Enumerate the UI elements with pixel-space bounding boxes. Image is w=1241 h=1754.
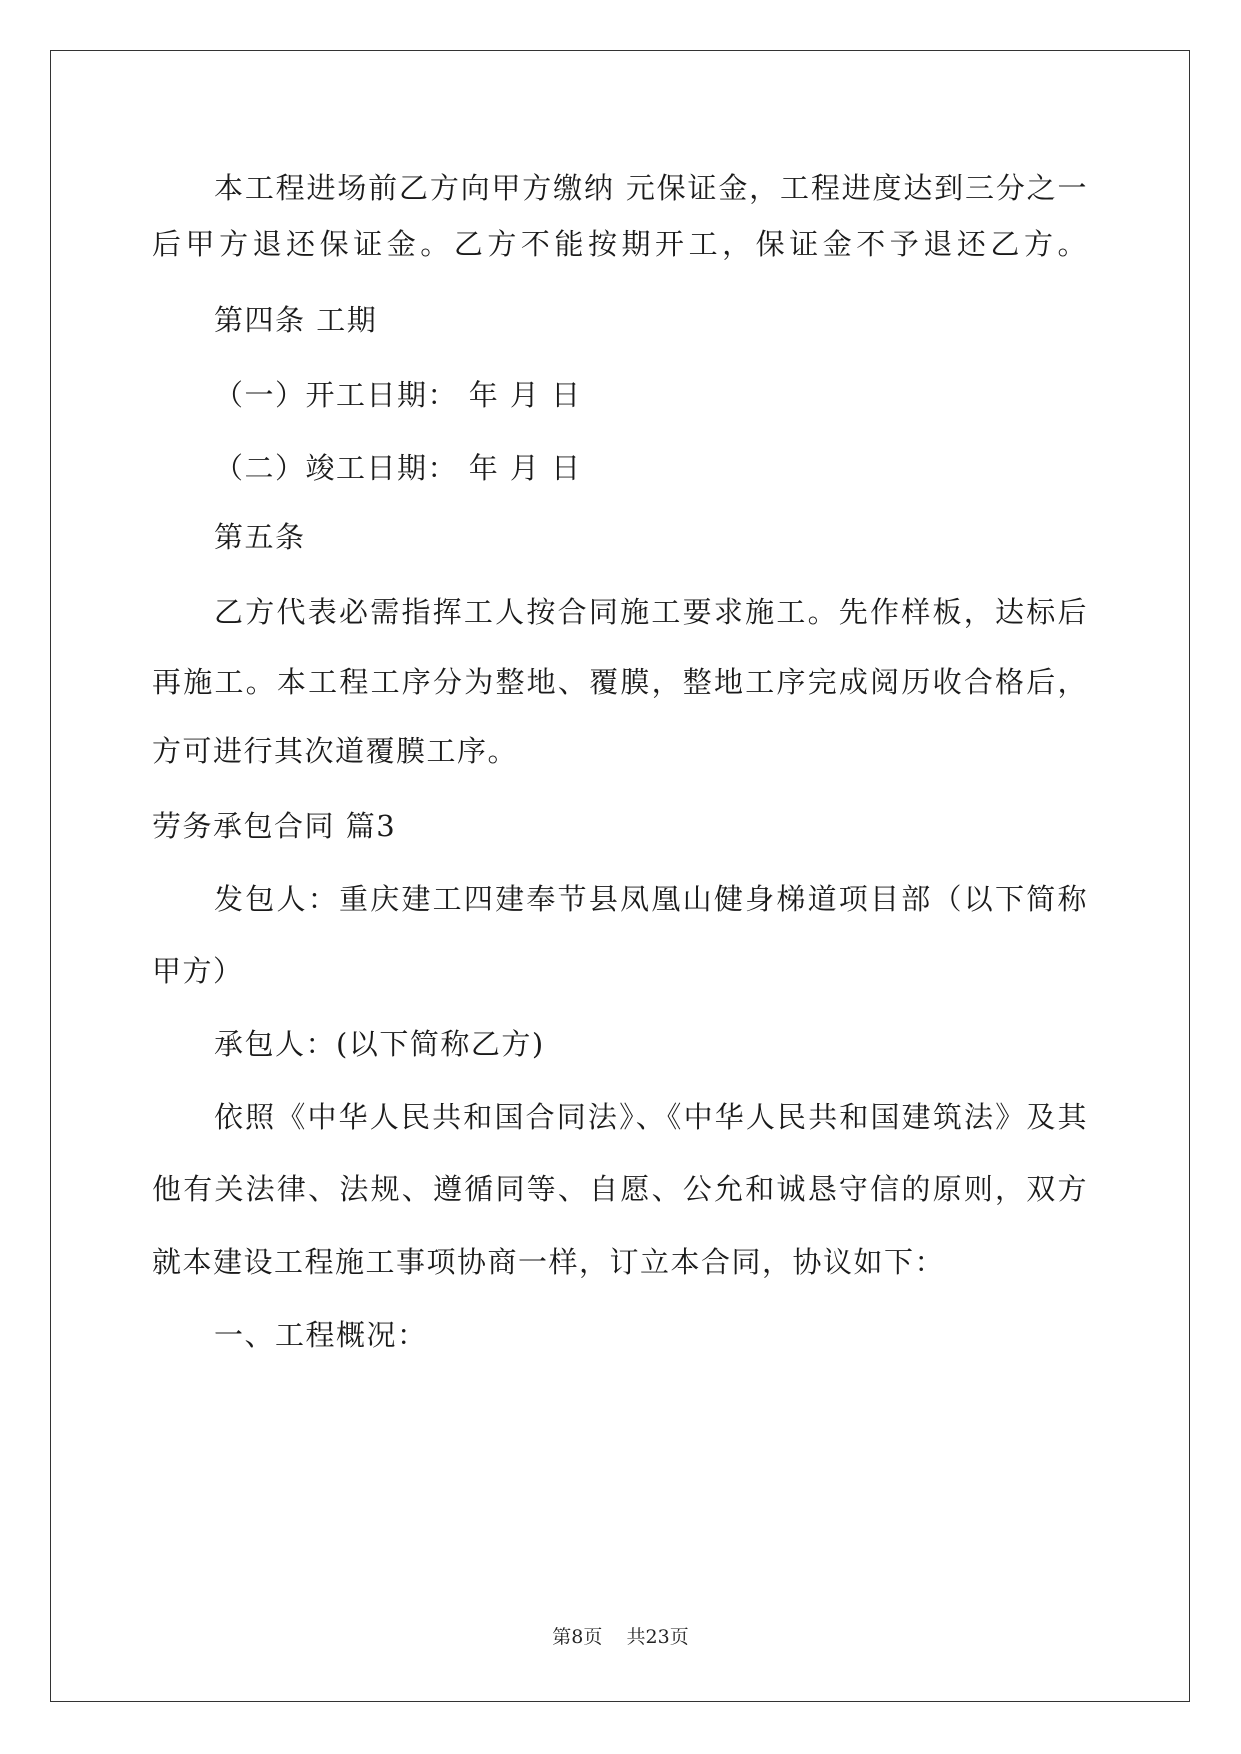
paragraph-deposit-line-1: 本工程进场前乙方向甲方缴纳 元保证金，工程进度达到三分之一: [214, 171, 1088, 205]
heading-article-4: 第四条 工期: [214, 303, 378, 337]
heading-project-overview: 一、工程概况：: [214, 1318, 428, 1352]
page-footer: [0, 1625, 1241, 1649]
party-b-line: 承包人：(以下简称乙方): [214, 1027, 545, 1061]
paragraph-construction-line-1: 乙方代表必需指挥工人按合同施工要求施工。先作样板，达标后: [214, 595, 1088, 629]
party-a-line-1: 发包人：重庆建工四建奉节县凤凰山健身梯道项目部（以下简称: [214, 882, 1088, 916]
paragraph-basis-line-3: 就本建设工程施工事项协商一样，订立本合同，协议如下：: [152, 1245, 946, 1279]
paragraph-construction-line-3: 方可进行其次道覆膜工序。: [152, 734, 519, 768]
completion-date-line: （二）竣工日期： 年 月 日: [214, 451, 582, 485]
paragraph-basis-line-1: 依照《中华人民共和国合同法》、《中华人民共和国建筑法》及其: [214, 1100, 1088, 1134]
party-a-line-2: 甲方）: [152, 954, 244, 988]
paragraph-construction-line-2: 再施工。本工程工序分为整地、覆膜，整地工序完成阅历收合格后，: [152, 665, 1088, 699]
heading-article-5: 第五条: [214, 520, 306, 554]
start-date-line: （一）开工日期： 年 月 日: [214, 378, 582, 412]
paragraph-basis-line-2: 他有关法律、法规、遵循同等、自愿、公允和诚恳守信的原则，双方: [152, 1172, 1088, 1206]
page-number: 第8页: [552, 1626, 603, 1648]
section-title-contract-3: 劳务承包合同 篇3: [152, 809, 397, 843]
total-pages: 共23页: [626, 1626, 689, 1648]
page-border: [50, 50, 1190, 1702]
paragraph-deposit-line-2: 后甲方退还保证金。乙方不能按期开工，保证金不予退还乙方。: [152, 227, 1088, 261]
